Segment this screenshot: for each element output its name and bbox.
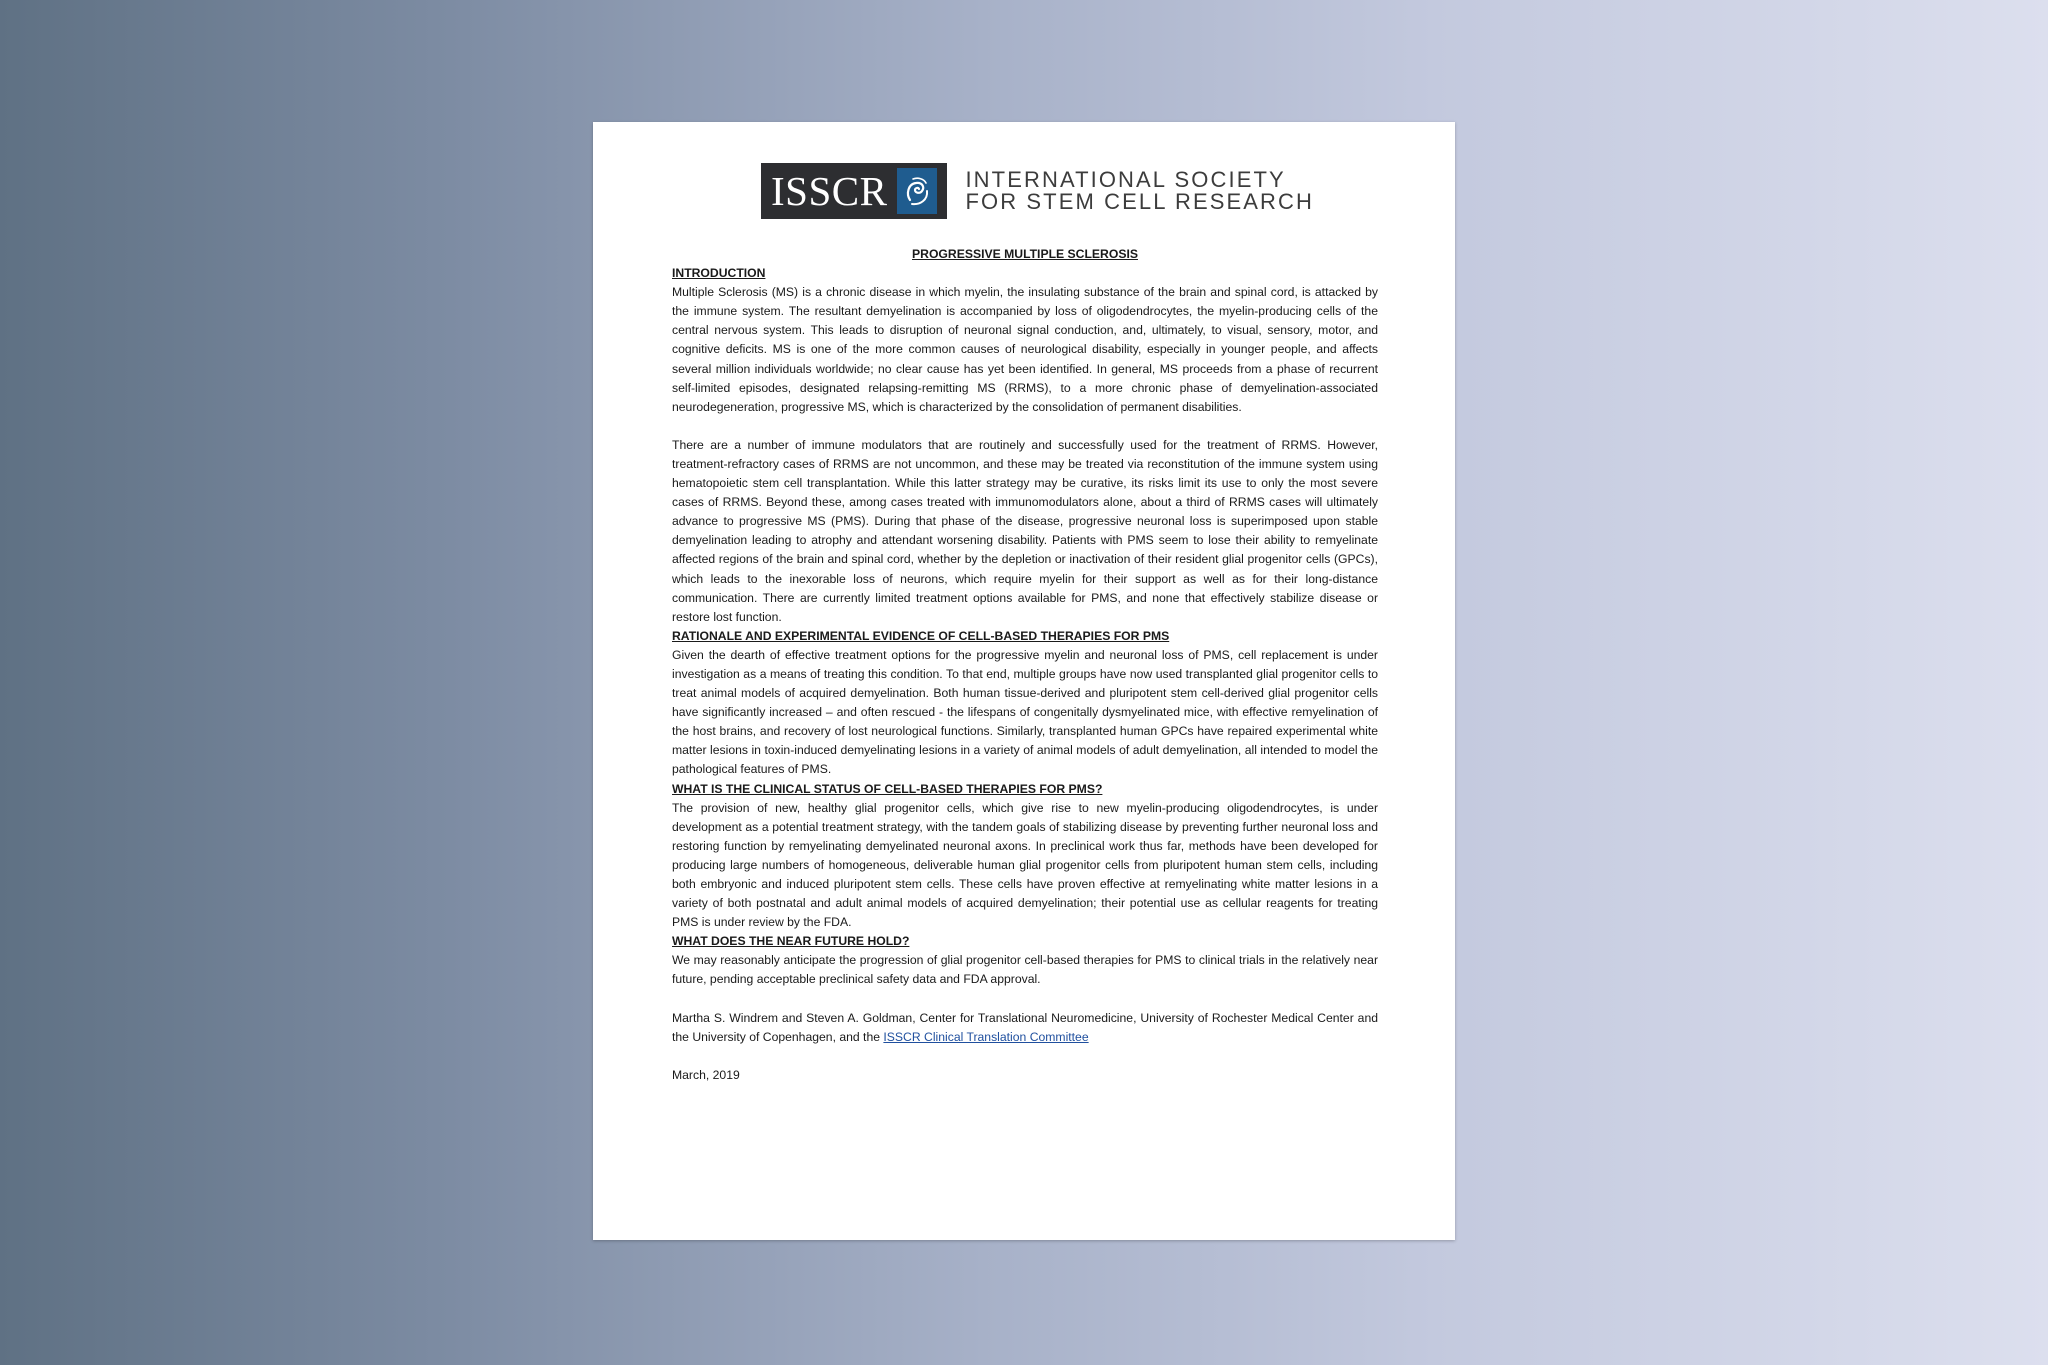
document-title: PROGRESSIVE MULTIPLE SCLEROSIS	[912, 247, 1138, 261]
section-heading-rationale: RATIONALE AND EXPERIMENTAL EVIDENCE OF CELL-BASED THERAPIES FOR PMS	[672, 628, 1170, 643]
document-body	[672, 245, 1378, 1085]
logo-mark-text: ISSCR	[771, 168, 888, 214]
paragraph: We may reasonably anticipate the progression of glial progenitor cell-based therapies for PMS to clinical trials in the relatively near future, pending acceptable preclinical safety data and FDA approval.	[672, 953, 1378, 987]
logo-line-2: FOR STEM CELL RESEARCH	[965, 189, 1315, 214]
paragraph: The provision of new, healthy glial progenitor cells, which give rise to new myelin-producing oligodendrocytes, is under development as a potential treatment strategy, with the tandem goals of stabilizing disease by preventing further neuronal loss and restoring function by remyelinating demyelinated neuronal axons. In preclinical work thus far, methods have been developed for producing large numbers of homogeneous, deliverable human glial progenitor cells from pluripotent human stem cells, including both embryonic and induced pluripotent stem cells. These cells have proven effective at remyelinating white matter lesions in a variety of both postnatal and adult animal models of acquired demyelination; their potential use as cellular reagents for treating PMS is under review by the FDA.	[672, 800, 1378, 930]
paragraph-spacer	[672, 1047, 1378, 1066]
paragraph-spacer	[672, 990, 1378, 1009]
document-date: March, 2019	[672, 1067, 740, 1082]
document-page	[593, 122, 1455, 1240]
logo-line-1: INTERNATIONAL SOCIETY	[965, 167, 1286, 192]
isscr-logo	[761, 163, 1314, 219]
authors-paragraph	[672, 1009, 1378, 1047]
section-heading-near-future: WHAT DOES THE NEAR FUTURE HOLD?	[672, 934, 910, 949]
isscr-emblem-icon	[897, 168, 937, 214]
paragraph: Multiple Sclerosis (MS) is a chronic disease in which myelin, the insulating substance of the brain and spinal cord, is attacked by the immune system. The resultant demyelination is accompanied by loss of oligodendrocytes, the myelin-producing cells of the central nervous system. This leads to disruption of neuronal signal conduction, and, ultimately, to visual, sensory, motor, and cognitive deficits. MS is one of the more common causes of neurological disability, especially in younger people, and affects several million individuals worldwide; no clear cause has yet been identified. In general, MS proceeds from a phase of recurrent self-limited episodes, designated relapsing-remitting MS (RRMS), to a more chronic phase of demyelination-associated neurodegeneration, progressive MS, which is characterized by the consolidation of permanent disabilities.	[672, 285, 1378, 414]
section-heading-introduction: INTRODUCTION	[672, 266, 766, 281]
paragraph: There are a number of immune modulators that are routinely and successfully used for the treatment of RRMS. However, treatment-refractory cases of RRMS are not uncommon, and these may be treated via reconstitution of the immune system using hematopoietic stem cell transplantation. While this latter strategy may be curative, its risks limit its use to only the most severe cases of RRMS. Beyond these, among cases treated with immunomodulators alone, about a third of RRMS cases will ultimately advance to progressive MS (PMS). During that phase of the disease, progressive neuronal loss is superimposed upon stable demyelination leading to atrophy and attendant worsening disability. Patients with PMS seem to lose their ability to remyelinate affected regions of the brain and spinal cord, whether by the depletion or inactivation of their resident glial progenitor cells (GPCs), which leads to the inexorable loss of neurons, which require myelin for their support as well as for their long-distance communication. There are currently limited treatment options available for PMS, and none that effectively stabilize disease or restore lost function.	[672, 437, 1378, 624]
authors-text: Martha S. Windrem and Steven A. Goldman, Center for Translational Neuromedicine, University of Rochester Medical Center and the University of Copenhagen, and the	[672, 1010, 1378, 1044]
logo-wordmark	[965, 169, 1314, 213]
section-heading-clinical-status: WHAT IS THE CLINICAL STATUS OF CELL-BASED THERAPIES FOR PMS?	[672, 781, 1103, 796]
committee-link[interactable]: ISSCR Clinical Translation Committee	[883, 1029, 1089, 1044]
logo-mark-box	[761, 163, 947, 219]
paragraph-spacer	[672, 417, 1378, 436]
paragraph: Given the dearth of effective treatment options for the progressive myelin and neuronal loss of PMS, cell replacement is under investigation as a means of treating this condition. To that end, multiple groups have now used transplanted glial progenitor cells to treat animal models of acquired demyelination. Both human tissue-derived and pluripotent stem cell-derived glial progenitor cells have significantly increased – and often rescued - the lifespans of congenitally dysmyelinated mice, with effective remyelination of the host brains, and recovery of lost neurological functions. Similarly, transplanted human GPCs have repaired experimental white matter lesions in toxin-induced demyelinating lesions in a variety of animal models of adult demyelination, all intended to model the pathological features of PMS.	[672, 647, 1378, 777]
